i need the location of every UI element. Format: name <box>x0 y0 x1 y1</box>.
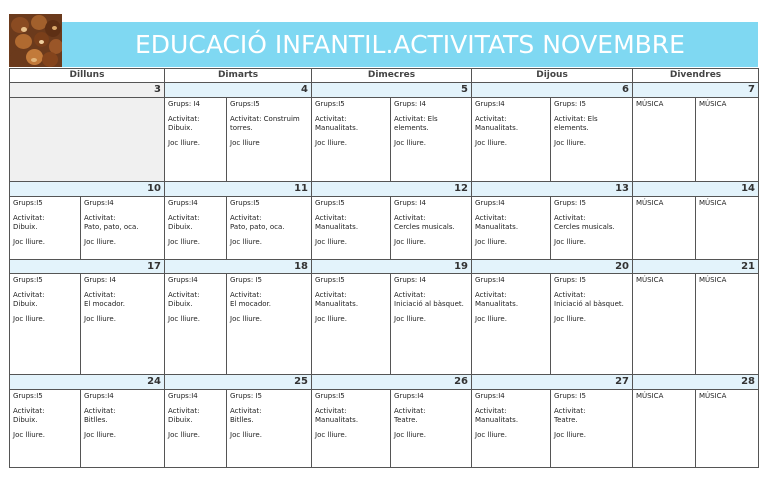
activity-cell <box>391 274 472 375</box>
activity-name: Dibuix. <box>168 300 193 309</box>
group-label: Grups:I4 <box>475 99 505 108</box>
activity-name: Bitlles. <box>84 416 108 425</box>
activity-cell <box>10 196 81 259</box>
activity-name: Dibuix. <box>13 222 38 231</box>
activity-name: torres. <box>230 123 253 132</box>
group-label: Grups: I4 <box>168 99 200 108</box>
free-play-label: Joc lliure. <box>230 315 262 324</box>
day-number: 27 <box>472 375 633 390</box>
activity-name: Bitlles. <box>230 416 254 425</box>
activity-label: Activitat: <box>84 213 116 222</box>
activity-label: Activitat: <box>394 407 426 416</box>
activity-cell <box>227 196 312 259</box>
activity-cell <box>227 274 312 375</box>
group-label: Grups:I5 <box>315 392 345 401</box>
activity-name: Teatre. <box>394 416 418 425</box>
activity-cell <box>165 390 227 468</box>
weekday-divendres: Divendres <box>633 69 759 83</box>
activity-name: Manualitats. <box>475 416 519 425</box>
activity-label: Activitat: <box>554 407 586 416</box>
activity-cell <box>551 274 633 375</box>
free-play-label: Joc lliure. <box>475 315 507 324</box>
activity-name: Iniciació al bàsquet. <box>394 300 464 309</box>
activity-label: Activitat: <box>315 407 347 416</box>
activity-label: Activitat: <box>394 213 426 222</box>
activity-cell <box>10 390 81 468</box>
activity-label: Activitat: Els <box>554 114 598 123</box>
group-label: Grups:I5 <box>315 198 345 207</box>
activity-label: Activitat: <box>168 213 200 222</box>
free-play-label: Joc lliure. <box>230 237 262 246</box>
activity-name: Manualitats. <box>475 300 519 309</box>
activity-label: Activitat: <box>315 213 347 222</box>
activity-label: Activitat: <box>230 213 262 222</box>
activity-cell <box>312 390 391 468</box>
free-play-label: Joc lliure. <box>168 431 200 440</box>
music-cell <box>696 196 759 259</box>
group-label: Grups: I5 <box>230 392 262 401</box>
week-2-activity-row <box>10 196 759 259</box>
chestnuts-image <box>9 14 62 67</box>
activity-cell <box>10 274 81 375</box>
activity-name: Manualitats. <box>315 123 359 132</box>
weekday-dimecres: Dimecres <box>312 69 472 83</box>
free-play-label: Joc lliure. <box>168 237 200 246</box>
calendar-table <box>9 68 759 468</box>
weekday-dijous: Dijous <box>472 69 633 83</box>
week-3-number-row <box>10 259 759 274</box>
weekday-dilluns: Dilluns <box>10 69 165 83</box>
free-play-label: Joc lliure <box>230 138 260 147</box>
music-label: MÚSICA <box>699 392 727 401</box>
free-play-label: Joc lliure. <box>554 237 586 246</box>
group-label: Grups: I4 <box>84 276 116 285</box>
week-1-activity-row <box>10 97 759 181</box>
activity-cell <box>227 390 312 468</box>
activity-name: Dibuix. <box>13 300 38 309</box>
free-play-label: Joc lliure. <box>315 431 347 440</box>
activity-cell <box>312 97 391 181</box>
music-cell <box>696 97 759 181</box>
activity-name: Dibuix. <box>13 416 38 425</box>
day-number: 5 <box>312 83 472 98</box>
free-play-label: Joc lliure. <box>394 315 426 324</box>
music-cell <box>696 390 759 468</box>
activity-name: Pato, pato, oca. <box>84 222 139 231</box>
music-label: MÚSICA <box>699 99 727 108</box>
group-label: Grups: I5 <box>554 392 586 401</box>
activity-name: Manualitats. <box>315 416 359 425</box>
day-number: 12 <box>312 181 472 196</box>
music-label: MÚSICA <box>699 276 727 285</box>
activity-cell <box>551 196 633 259</box>
group-label: Grups:I5 <box>13 276 43 285</box>
free-play-label: Joc lliure. <box>315 138 347 147</box>
music-cell <box>633 274 696 375</box>
activity-label: Activitat: <box>84 407 116 416</box>
day-number: 25 <box>165 375 312 390</box>
activity-label: Activitat: <box>554 291 586 300</box>
day-number: 11 <box>165 181 312 196</box>
week-3-activity-row <box>10 274 759 375</box>
activity-cell <box>81 196 165 259</box>
free-play-label: Joc lliure. <box>554 138 586 147</box>
activity-name: elements. <box>394 123 429 132</box>
activity-name: Dibuix. <box>168 416 193 425</box>
group-label: Grups: I4 <box>394 99 426 108</box>
music-label: MÚSICA <box>636 99 664 108</box>
day-number: 24 <box>10 375 165 390</box>
music-cell <box>696 274 759 375</box>
activity-label: Activitat: <box>168 114 200 123</box>
group-label: Grups: I5 <box>230 276 262 285</box>
group-label: Grups: I4 <box>394 276 426 285</box>
free-play-label: Joc lliure. <box>475 431 507 440</box>
day-number: 20 <box>472 259 633 274</box>
activity-label: Activitat: <box>475 114 507 123</box>
day-number: 7 <box>633 83 759 98</box>
day-number: 14 <box>633 181 759 196</box>
weekday-header-row <box>10 69 759 83</box>
group-label: Grups: I5 <box>554 198 586 207</box>
activity-name: El mocador. <box>230 300 272 309</box>
free-play-label: Joc lliure. <box>13 315 45 324</box>
music-label: MÚSICA <box>636 198 664 207</box>
activity-label: Activitat: <box>84 291 116 300</box>
activity-label: Activitat: <box>475 407 507 416</box>
day-number: 3 <box>10 83 165 98</box>
activity-name: Dibuix. <box>168 123 193 132</box>
activity-cell <box>472 274 551 375</box>
activity-cell <box>551 390 633 468</box>
activity-label: Activitat: <box>394 291 426 300</box>
activity-cell <box>551 97 633 181</box>
activity-label: Activitat: <box>475 213 507 222</box>
music-label: MÚSICA <box>699 198 727 207</box>
activity-cell <box>472 196 551 259</box>
day-number: 6 <box>472 83 633 98</box>
free-play-label: Joc lliure. <box>394 237 426 246</box>
activity-name: Manualitats. <box>315 300 359 309</box>
group-label: Grups:I4 <box>168 392 198 401</box>
group-label: Grups:I4 <box>475 276 505 285</box>
group-label: Grups:I4 <box>84 392 114 401</box>
free-play-label: Joc lliure. <box>475 138 507 147</box>
activity-cell <box>312 196 391 259</box>
activity-label: Activitat: <box>13 407 45 416</box>
activity-name: Iniciació al bàsquet. <box>554 300 624 309</box>
free-play-label: Joc lliure. <box>13 431 45 440</box>
day-number: 26 <box>312 375 472 390</box>
day-number: 21 <box>633 259 759 274</box>
page-header <box>9 14 758 67</box>
activity-cell <box>165 274 227 375</box>
activity-cell <box>165 196 227 259</box>
activity-cell <box>472 390 551 468</box>
day-number: 28 <box>633 375 759 390</box>
page-title: EDUCACIÓ INFANTIL.ACTIVITATS NOVEMBRE <box>135 30 685 59</box>
group-label: Grups:I5 <box>230 99 260 108</box>
day-number: 19 <box>312 259 472 274</box>
free-play-label: Joc lliure. <box>394 138 426 147</box>
free-play-label: Joc lliure. <box>230 431 262 440</box>
title-band <box>62 22 758 67</box>
empty-day-cell <box>10 97 165 181</box>
activity-name: Manualitats. <box>475 222 519 231</box>
group-label: Grups:I4 <box>168 198 198 207</box>
activity-label: Activitat: <box>475 291 507 300</box>
activity-cell <box>391 97 472 181</box>
activity-cell <box>391 390 472 468</box>
group-label: Grups: I4 <box>394 198 426 207</box>
free-play-label: Joc lliure. <box>394 431 426 440</box>
activity-cell <box>165 97 227 181</box>
activity-cell <box>81 274 165 375</box>
activity-label: Activitat: <box>13 291 45 300</box>
music-cell <box>633 390 696 468</box>
activity-cell <box>81 390 165 468</box>
group-label: Grups: I5 <box>554 276 586 285</box>
activity-name: elements. <box>554 123 589 132</box>
activity-label: Activitat: <box>168 291 200 300</box>
week-4-activity-row <box>10 390 759 468</box>
activity-cell <box>391 196 472 259</box>
group-label: Grups:I4 <box>475 392 505 401</box>
free-play-label: Joc lliure. <box>84 431 116 440</box>
activity-label: Activitat: <box>554 213 586 222</box>
free-play-label: Joc lliure. <box>554 431 586 440</box>
activity-name: Dibuix. <box>168 222 193 231</box>
activity-label: Activitat: <box>315 291 347 300</box>
free-play-label: Joc lliure. <box>554 315 586 324</box>
group-label: Grups:I4 <box>475 198 505 207</box>
activity-name: Manualitats. <box>475 123 519 132</box>
day-number: 18 <box>165 259 312 274</box>
group-label: Grups:I5 <box>315 99 345 108</box>
group-label: Grups:I5 <box>13 198 43 207</box>
activity-label: Activitat: Els <box>394 114 438 123</box>
day-number: 17 <box>10 259 165 274</box>
music-cell <box>633 196 696 259</box>
group-label: Grups:I5 <box>13 392 43 401</box>
free-play-label: Joc lliure. <box>168 315 200 324</box>
music-cell <box>633 97 696 181</box>
activity-name: Cercles musicals. <box>554 222 615 231</box>
activity-cell <box>227 97 312 181</box>
free-play-label: Joc lliure. <box>13 237 45 246</box>
free-play-label: Joc lliure. <box>84 237 116 246</box>
activity-label: Activitat: <box>13 213 45 222</box>
free-play-label: Joc lliure. <box>315 237 347 246</box>
week-2-number-row <box>10 181 759 196</box>
free-play-label: Joc lliure. <box>315 315 347 324</box>
music-label: MÚSICA <box>636 276 664 285</box>
week-1-number-row <box>10 83 759 98</box>
group-label: Grups:I5 <box>230 198 260 207</box>
activity-label: Activitat: <box>230 291 262 300</box>
free-play-label: Joc lliure. <box>84 315 116 324</box>
activity-name: Manualitats. <box>315 222 359 231</box>
weekday-dimarts: Dimarts <box>165 69 312 83</box>
activity-name: Teatre. <box>554 416 578 425</box>
day-number: 4 <box>165 83 312 98</box>
music-label: MÚSICA <box>636 392 664 401</box>
day-number: 13 <box>472 181 633 196</box>
activity-name: Pato, pato, oca. <box>230 222 285 231</box>
day-number: 10 <box>10 181 165 196</box>
activity-label: Activitat: <box>230 407 262 416</box>
activity-label: Activitat: Construim <box>230 114 300 123</box>
group-label: Grups:I4 <box>84 198 114 207</box>
activity-name: Cercles musicals. <box>394 222 455 231</box>
activity-label: Activitat: <box>168 407 200 416</box>
activity-label: Activitat: <box>315 114 347 123</box>
activity-name: El mocador. <box>84 300 126 309</box>
activity-cell <box>472 97 551 181</box>
group-label: Grups:I4 <box>168 276 198 285</box>
group-label: Grups:I5 <box>315 276 345 285</box>
group-label: Grups:I4 <box>394 392 424 401</box>
free-play-label: Joc lliure. <box>475 237 507 246</box>
free-play-label: Joc lliure. <box>168 138 200 147</box>
activity-cell <box>312 274 391 375</box>
week-4-number-row <box>10 375 759 390</box>
group-label: Grups: I5 <box>554 99 586 108</box>
